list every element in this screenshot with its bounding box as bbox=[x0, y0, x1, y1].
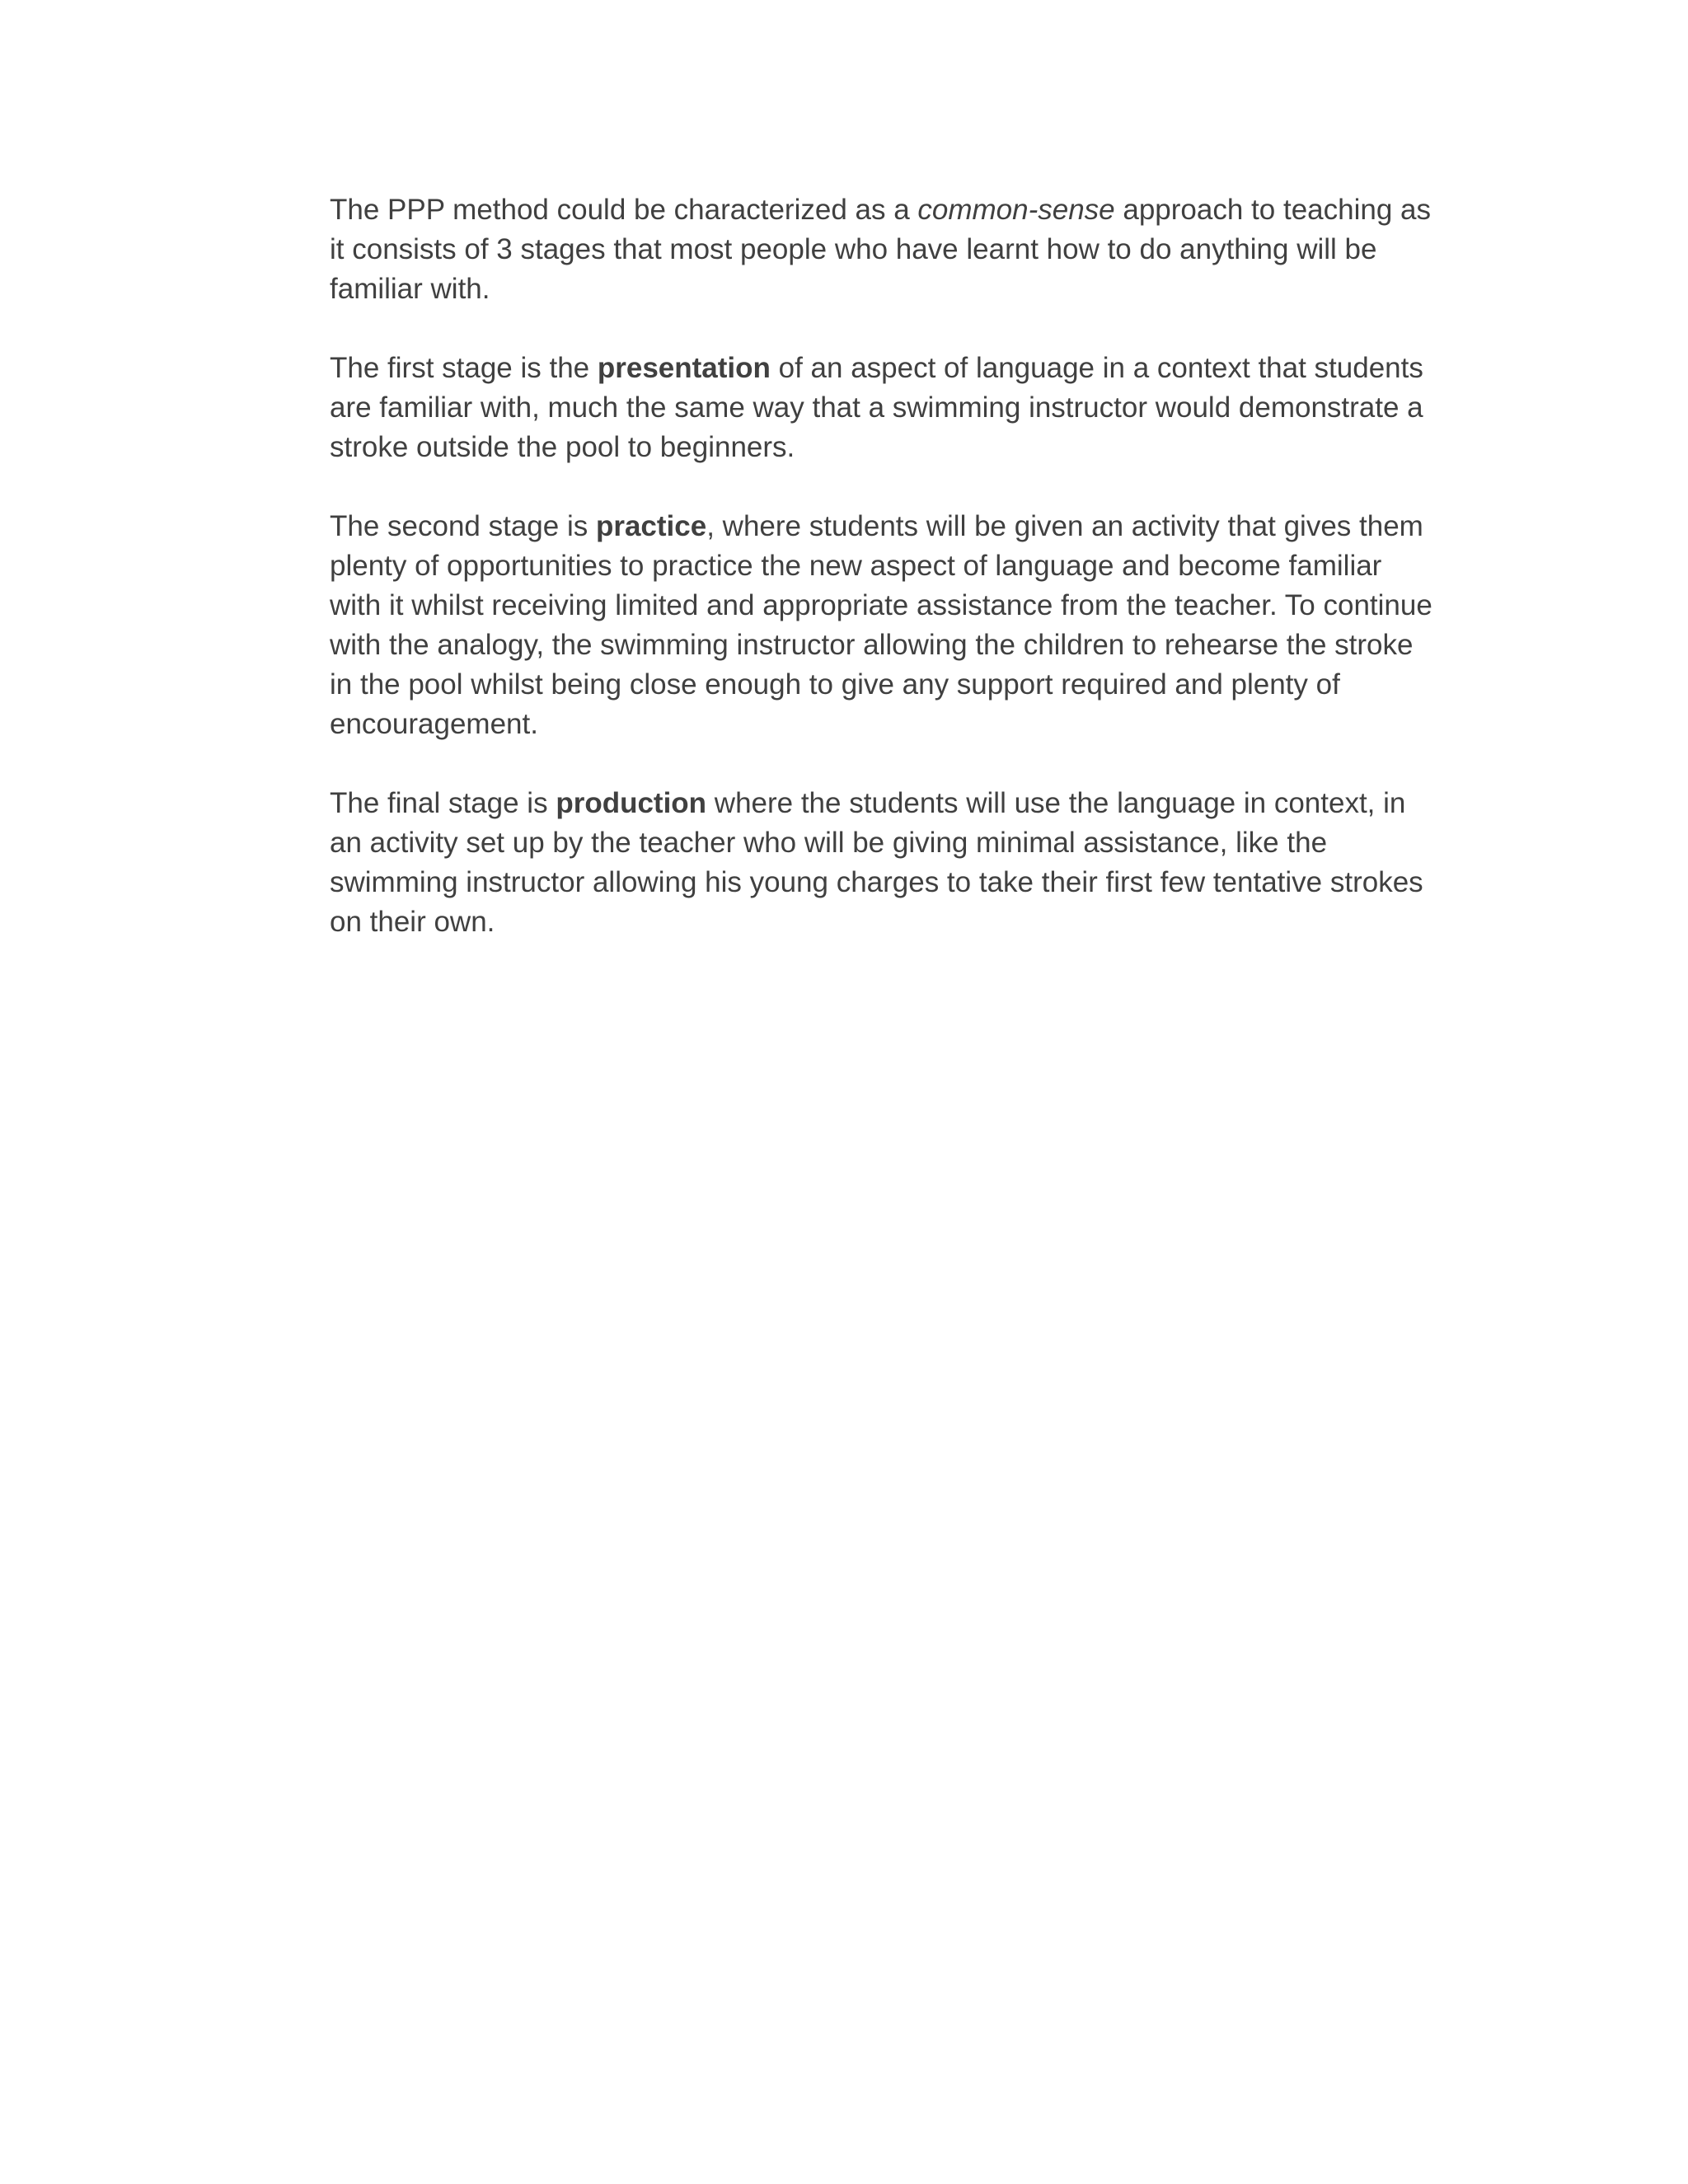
paragraph-intro bbox=[330, 190, 1434, 309]
paragraph-intro-text-end: approach to teaching as it consists of 3 stages that most people who have learnt how to do anything will be familiar with. bbox=[330, 194, 1431, 305]
paragraph-practice bbox=[330, 507, 1434, 744]
term-presentation: presentation bbox=[597, 352, 771, 384]
paragraph-production-text-end: where the students will use the language in context, in an activity set up by the teacher who will be giving minimal assistance, like the swimming instructor allowing his young charges to take their first few tentative strokes on their own. bbox=[330, 787, 1423, 938]
emphasis-common-sense: common-sense bbox=[917, 194, 1115, 226]
paragraph-presentation-text-start: The first stage is the bbox=[330, 352, 598, 384]
paragraph-production bbox=[330, 784, 1434, 942]
paragraph-production-text-start: The final stage is bbox=[330, 787, 556, 819]
paragraph-intro-text-start: The PPP method could be characterized as a bbox=[330, 194, 918, 226]
term-practice: practice bbox=[595, 510, 707, 542]
paragraph-presentation bbox=[330, 349, 1434, 467]
document-body bbox=[330, 190, 1434, 982]
term-production: production bbox=[556, 787, 707, 819]
paragraph-practice-text-end: , where students will be given an activity that gives them plenty of opportunities to practice the new aspect of language and become familiar with it whilst receiving limited and appropriate assistance from the teacher. To continue with the analogy, the swimming instructor allowing the children to rehearse the stroke in the pool whilst being close enough to give any support required and plenty of encouragement. bbox=[330, 510, 1432, 740]
paragraph-presentation-text-end: of an aspect of language in a context that students are familiar with, much the same way that a swimming instructor would demonstrate a stroke outside the pool to beginners. bbox=[330, 352, 1423, 463]
paragraph-practice-text-start: The second stage is bbox=[330, 510, 596, 542]
